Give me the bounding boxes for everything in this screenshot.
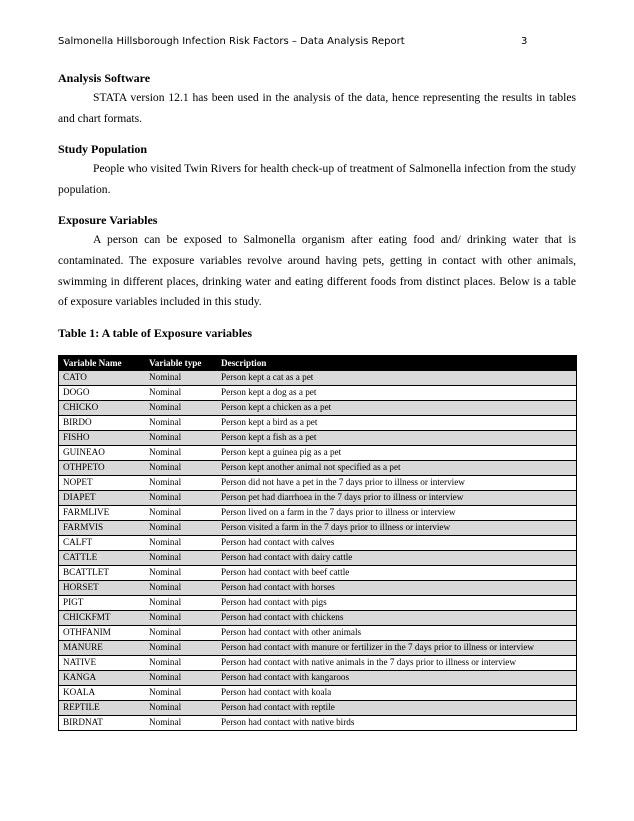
table-cell: Person kept a dog as a pet [217, 385, 577, 400]
table-cell: NATIVE [59, 655, 146, 670]
table-cell: HORSET [59, 580, 146, 595]
table-cell: KOALA [59, 685, 146, 700]
table-cell: Nominal [145, 580, 217, 595]
column-header: Description [217, 355, 577, 370]
table-cell: Nominal [145, 490, 217, 505]
column-header: Variable Name [59, 355, 146, 370]
table-cell: FARMLIVE [59, 505, 146, 520]
table-cell: Nominal [145, 700, 217, 715]
table-cell: Nominal [145, 415, 217, 430]
table-cell: CHICKO [59, 400, 146, 415]
section-analysis-software [58, 68, 576, 129]
table-cell: Person kept a cat as a pet [217, 370, 577, 385]
table-row [59, 685, 577, 700]
table-cell: Person pet had diarrhoea in the 7 days prior to illness or interview [217, 490, 577, 505]
table-row [59, 490, 577, 505]
table-cell: Person had contact with kangaroos [217, 670, 577, 685]
table-row [59, 715, 577, 730]
table-cell: Nominal [145, 430, 217, 445]
table-cell: Nominal [145, 625, 217, 640]
table-cell: Nominal [145, 400, 217, 415]
table-row [59, 655, 577, 670]
section-study-population [58, 139, 576, 200]
table-cell: Nominal [145, 550, 217, 565]
table-cell: Nominal [145, 670, 217, 685]
section-paragraph: People who visited Twin Rivers for health check-up of treatment of Salmonella infection from the study population. [58, 162, 576, 196]
table-row [59, 430, 577, 445]
table-cell: CALFT [59, 535, 146, 550]
table-cell: Person had contact with native birds [217, 715, 577, 730]
table-cell: CATO [59, 370, 146, 385]
table-row [59, 385, 577, 400]
section-exposure-variables [58, 210, 576, 312]
table-cell: Person kept another animal not specified as a pet [217, 460, 577, 475]
table-cell: Nominal [145, 370, 217, 385]
table-row [59, 670, 577, 685]
exposure-variables-table [58, 355, 577, 731]
table-row [59, 595, 577, 610]
table-row [59, 520, 577, 535]
table-cell: Person had contact with horses [217, 580, 577, 595]
table-cell: Person had contact with beef cattle [217, 565, 577, 580]
table-cell: Nominal [145, 475, 217, 490]
table-header-row [59, 355, 577, 370]
table-row [59, 535, 577, 550]
table-cell: MANURE [59, 640, 146, 655]
table-caption: Table 1: A table of Exposure variables [58, 325, 253, 340]
table-row [59, 625, 577, 640]
table-cell: CHICKFMT [59, 610, 146, 625]
table-cell: Person did not have a pet in the 7 days prior to illness or interview [217, 475, 577, 490]
table-cell: Person kept a guinea pig as a pet [217, 445, 577, 460]
table-cell: Person had contact with koala [217, 685, 577, 700]
table-cell: Person had contact with dairy cattle [217, 550, 577, 565]
section-paragraph: STATA version 12.1 has been used in the analysis of the data, hence representing the results in tables and chart formats. [58, 91, 576, 125]
table-cell: Nominal [145, 535, 217, 550]
table-row [59, 400, 577, 415]
table-row [59, 700, 577, 715]
table-body [59, 370, 577, 730]
table-cell: Person kept a chicken as a pet [217, 400, 577, 415]
table-cell: BIRDO [59, 415, 146, 430]
table-cell: Person kept a fish as a pet [217, 430, 577, 445]
table-cell: Person lived on a farm in the 7 days prior to illness or interview [217, 505, 577, 520]
table-cell: Person had contact with native animals in the 7 days prior to illness or interview [217, 655, 577, 670]
table-cell: OTHFANIM [59, 625, 146, 640]
table-cell: BIRDNAT [59, 715, 146, 730]
table-cell: PIGT [59, 595, 146, 610]
table-cell: Person kept a bird as a pet [217, 415, 577, 430]
table-cell: FISHO [59, 430, 146, 445]
table-cell: Nominal [145, 595, 217, 610]
section-heading: Analysis Software [58, 71, 151, 85]
table-row [59, 415, 577, 430]
table-cell: Person had contact with manure or fertilizer in the 7 days prior to illness or interview [217, 640, 577, 655]
table-cell: Nominal [145, 385, 217, 400]
table-cell: DIAPET [59, 490, 146, 505]
running-header: Salmonella Hillsborough Infection Risk Factors – Data Analysis Report [58, 36, 405, 47]
table-cell: Nominal [145, 640, 217, 655]
table-cell: Nominal [145, 685, 217, 700]
table-cell: Nominal [145, 655, 217, 670]
section-heading: Study Population [58, 142, 148, 157]
table-row [59, 370, 577, 385]
table-row [59, 475, 577, 490]
table-cell: Nominal [145, 460, 217, 475]
table-cell: DOGO [59, 385, 146, 400]
table-cell: Person had contact with reptile [217, 700, 577, 715]
table-row [59, 505, 577, 520]
column-header: Variable type [145, 355, 217, 370]
table-cell: CATTLE [59, 550, 146, 565]
table-cell: Nominal [145, 505, 217, 520]
page-number: 3 [521, 36, 528, 47]
table-cell: BCATTLET [59, 565, 146, 580]
table-cell: Person visited a farm in the 7 days prior to illness or interview [217, 520, 577, 535]
table-cell: REPTILE [59, 700, 146, 715]
table-cell: OTHPETO [59, 460, 146, 475]
table-row [59, 460, 577, 475]
table-cell: GUINEAO [59, 445, 146, 460]
table-cell: Nominal [145, 610, 217, 625]
table-row [59, 610, 577, 625]
table-row [59, 580, 577, 595]
document-body [58, 68, 576, 731]
table-cell: Nominal [145, 520, 217, 535]
table-cell: Person had contact with chickens [217, 610, 577, 625]
table-row [59, 550, 577, 565]
table-row [59, 565, 577, 580]
table-cell: Nominal [145, 565, 217, 580]
table-cell: Nominal [145, 715, 217, 730]
table-row [59, 640, 577, 655]
table-row [59, 445, 577, 460]
table-cell: Person had contact with other animals [217, 625, 577, 640]
table-cell: Person had contact with calves [217, 535, 577, 550]
table-cell: Person had contact with pigs [217, 595, 577, 610]
section-heading: Exposure Variables [58, 213, 158, 228]
table-cell: FARMVIS [59, 520, 146, 535]
section-paragraph: A person can be exposed to Salmonella organism after eating food and/ drinking water that is contaminated. The exposure variables revolve around having pets, getting in contact with other animals, swimming in different places, drinking water and eating different foods from distinct places. Below is a table of exposure variables included in this study. [58, 233, 576, 309]
table-cell: Nominal [145, 445, 217, 460]
table-cell: NOPET [59, 475, 146, 490]
table-cell: KANGA [59, 670, 146, 685]
